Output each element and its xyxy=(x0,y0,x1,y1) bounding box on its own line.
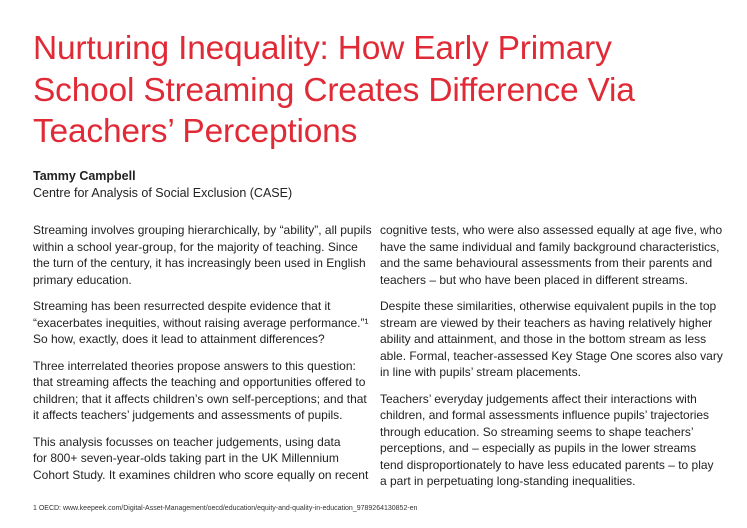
title-line: School Streaming Creates Difference Via xyxy=(33,71,635,109)
text-line: Streaming has been resurrected despite evidence that it xyxy=(33,299,331,313)
text-line: children, and formal assessments influence pupils’ trajectories xyxy=(380,408,710,422)
paragraph xyxy=(33,298,371,348)
text-line: Streaming involves grouping hierarchically, by “ability”, all pupils xyxy=(33,223,372,237)
article-title xyxy=(33,28,733,153)
text-line: perceptions, and – especially as pupils in the lower streams xyxy=(380,441,697,455)
text-line: have the same individual and family background characteristics, xyxy=(380,239,720,254)
text-line: ability and attainment, and those in the bottom stream as less xyxy=(380,332,707,346)
title-line: Teachers’ Perceptions xyxy=(33,113,358,150)
paragraph xyxy=(380,391,722,490)
text-line: children; that it affects children’s own self-perceptions; and that xyxy=(33,391,367,406)
text-line: the turn of the century, it has increasingly been used in English xyxy=(33,256,366,270)
author-affiliation: Centre for Analysis of Social Exclusion (CASE) xyxy=(33,186,293,200)
text-line: Three interrelated theories propose answers to this question: xyxy=(33,358,356,373)
paragraph xyxy=(33,358,371,424)
text-line: Despite these similarities, otherwise equivalent pupils in the top xyxy=(380,299,717,313)
right-column xyxy=(380,222,722,500)
paragraph xyxy=(380,222,722,288)
text-line: primary education. xyxy=(33,272,132,287)
text-line: cognitive tests, who were also assessed equally at age five, who xyxy=(380,223,723,237)
text-line: for 800+ seven-year-olds taking part in the UK Millennium xyxy=(33,451,339,465)
title-line: Nurturing Inequality: How Early Primary xyxy=(33,30,612,67)
text-line: tend disproportionately to have less educated parents – to play xyxy=(380,457,714,472)
author-name: Tammy Campbell xyxy=(33,169,136,183)
text-line: it affects teachers’ judgements and assessments of pupils. xyxy=(33,408,343,422)
footnote: 1 OECD: www.keepeek.com/Digital-Asset-Management/oecd/education/equity-and-quality-in-education_9789264130852-en xyxy=(33,505,418,512)
text-line: through education. So streaming seems to shape teachers’ xyxy=(380,424,694,439)
text-line: a part in perpetuating long-standing inequalities. xyxy=(380,474,636,488)
text-line: So how, exactly, does it lead to attainment differences? xyxy=(33,332,325,346)
text-line: Teachers’ everyday judgements affect their interactions with xyxy=(380,391,697,406)
paragraph xyxy=(33,222,371,288)
text-line: in line with pupils’ stream placements. xyxy=(380,365,581,379)
text-line: that streaming affects the teaching and opportunities offered to xyxy=(33,375,366,389)
text-line: teachers – but who have been placed in different streams. xyxy=(380,272,688,287)
text-line: stream are viewed by their teachers as having relatively higher xyxy=(380,315,713,330)
paragraph xyxy=(33,434,371,484)
left-column xyxy=(33,222,371,493)
text-line: and the same behavioural assessments from their parents and xyxy=(380,256,713,270)
paragraph xyxy=(380,298,722,381)
text-line: within a school year-group, for the majority of teaching. Since xyxy=(33,239,358,254)
text-line: Cohort Study. It examines children who score equally on recent xyxy=(33,467,369,482)
text-line: “exacerbates inequities, without raising average performance.”¹ xyxy=(33,315,369,330)
text-line: able. Formal, teacher-assessed Key Stage One scores also vary xyxy=(380,348,723,363)
text-line: This analysis focusses on teacher judgements, using data xyxy=(33,434,341,449)
